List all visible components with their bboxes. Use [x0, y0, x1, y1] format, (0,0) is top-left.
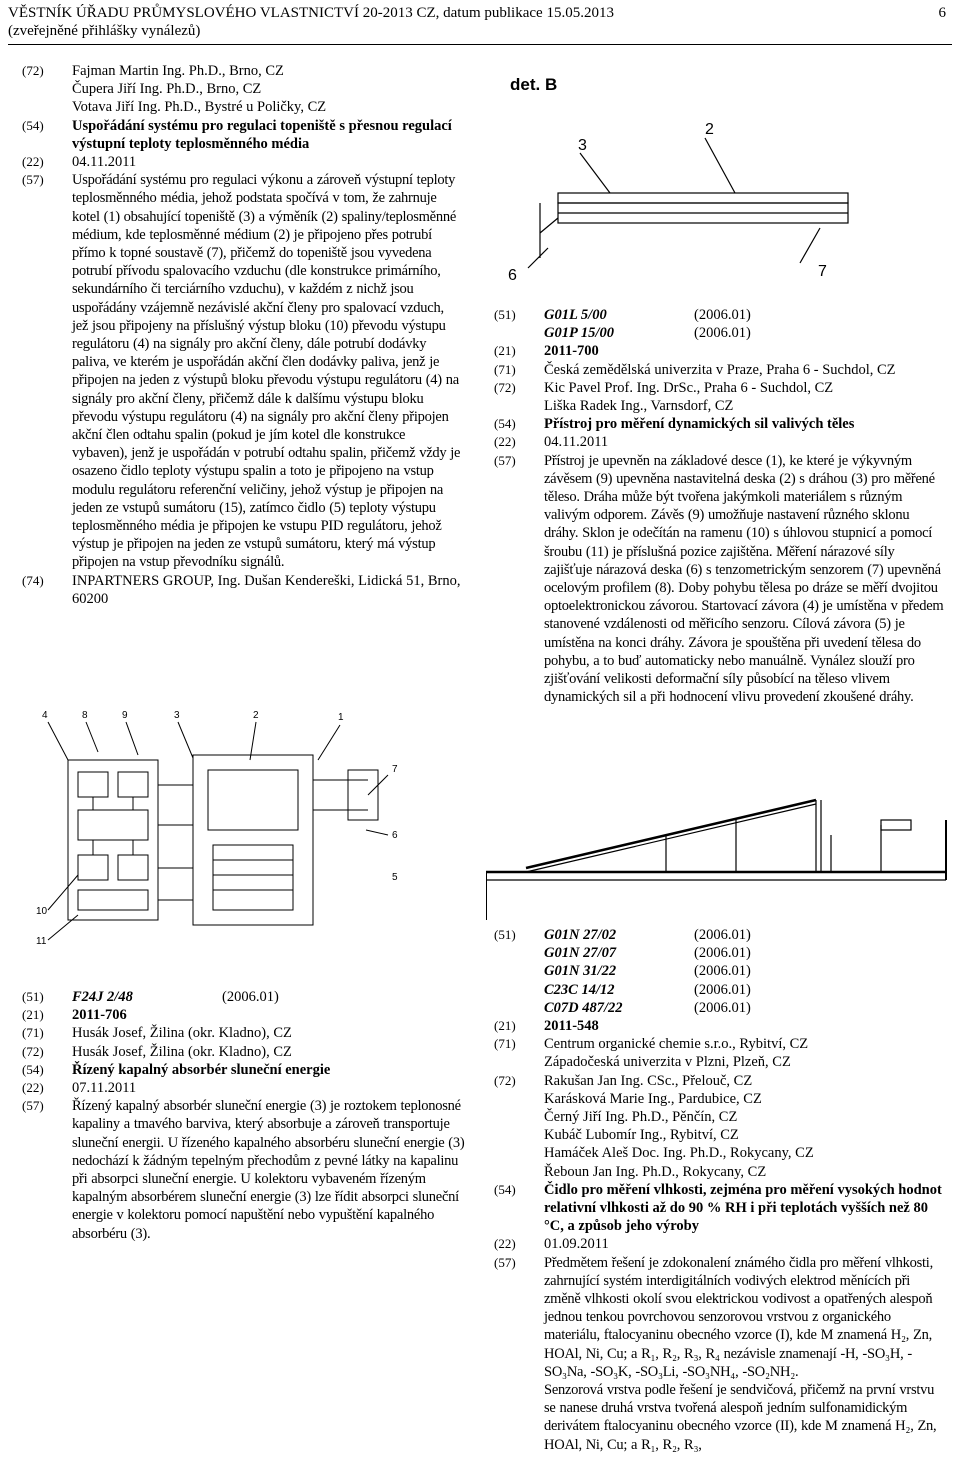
patent-title: Uspořádání systému pro regulaci topeniště s přesnou regulací výstupní teploty teplosměnného média: [72, 117, 452, 152]
track-apparatus-svg: [486, 780, 956, 920]
patent-entry-4: [494, 926, 946, 1454]
abstract-paragraph-2: Senzorová vrstva podle řešení je sendvičová, přičemž na první vrstvu se nanese druhá vrstva tvořená alespoň jedním sulfonamidickým derivátem ftalocyaninu obecného vzorce (II), kde M znamená H₂, Zn, HOAl, Ni, Cu; a R₁, R₂, R₃,: [544, 1382, 937, 1453]
inventor: Karásková Marie Ing., Pardubice, CZ: [544, 1090, 762, 1107]
abstract: Přístroj je upevněn na základové desce (1), ke které je výkyvným závěsem (9) upevněna nastavitelná deska (2) s dráhou (3) pro měřené těleso. Dráha může být tvořena jakýmkoli materiálem s různým valivým odporem. Závěs (9) umožňuje nastavení různého sklonu dráhy. Sklon je odečítán na ramenu (10) s úhlovou stupnicí a pomocí šroubu (11) je příslušná pozice zajištěna. Měření nárazové síly zajišťuje nárazová deska (6) s tenzometrickým senzorem (7) upevněná ocelovým profilem (8). Doby pohybu tělesa po dráze se měří dvojitou optoelektronickou závorou. Startovací závora (4) je umístěna v předem stanovené vzdálenosti od měřicího senzoru. Cílová závora (5) je umístěna na konci dráhy. Závora je spouštěna při uvedení tělesa do pohybu, a to buď automaticky nebo manuálně. Vynález slouží pro zjišťování velikosti deformační síly působící na těleso vlivem dynamických sil a při hodnocení vlivu provedení zkoušené dráhy.: [544, 452, 944, 706]
diagram-label: 2: [253, 710, 259, 721]
journal-subtitle: (zveřejněné přihlášky vynálezů): [8, 23, 201, 39]
filing-date: 04.11.2011: [544, 434, 609, 451]
inventors-row: (72) Fajman Martin Ing. Ph.D., Brno, CZ Čupera Jiří Ing. Ph.D., Brno, CZ Votava Jiří Ing. Ph.D., Bystré u Poličky, CZ: [22, 62, 462, 117]
patent-entry-1: [22, 62, 462, 608]
abstract-row: (57) Řízený kapalný absorbér sluneční energie (3) je roztokem teplonosné kapaliny a tmavého barviva, který absorbuje a zároveň transportuje sluneční energii. U řízeného kapalného absorbéru sluneční energie (3) nedochází k žádným tepelným přechodům z pevné látky na kapalinu při absorpci sluneční energie. U kolektoru vybaveném řízeným kapalným absorbérem sluneční energie (3) lze řídit absorpci sluneční energie v kolektoru pomocí napuštění nebo vypuštění kapalného absorbéru (3).: [22, 1097, 470, 1243]
diagram-label: 1: [338, 712, 344, 723]
class-code: G01L 5/00: [544, 307, 607, 323]
patent-title: Přístroj pro měření dynamických sil valivých těles: [544, 416, 855, 433]
application-number: 2011-548: [544, 1018, 599, 1035]
class-version: (2006.01): [694, 945, 751, 962]
applicant-row: (71) Česká zemědělská univerzita v Praze, Praha 6 - Suchdol, CZ: [494, 361, 946, 379]
filing-date: 01.09.2011: [544, 1236, 609, 1253]
classification-row: (51) G01L 5/00 (2006.01) G01P 15/00 (2006.01): [494, 307, 751, 342]
inventor: Husák Josef, Žilina (okr. Kladno), CZ: [72, 1043, 292, 1060]
class-code: C23C 14/12: [544, 981, 615, 998]
abstract-row: (57) Předmětem řešení je zdokonalení známého čidla pro měření vlhkosti, zahrnující systém interdigitálních vodivých elektrod měnících při změně vlhkosti okolí svou elektrickou vodivost a opatřených alespoň jednou tenkou povrchovou senzorovou vrstvou z organického materiálu, ftalocyaninu obecného vzorce (I), kde M znamená H₂, Zn, HOAl, Ni, Cu; a R₁, R₂, R₃, R₄ nezávisle znamenají -H, -SO₃H, -SO₃Na, -SO₃K, -SO₃Li, -SO₃NH₄, -SO₂NH₂. Senzorová vrstva podle řešení je sendvičová, přičemž na první vrstvu se nanese druhá vrstva tvořená alespoň jedním sulfonamidickým derivátem ftalocyaninu obecného vzorce (II), kde M znamená H₂, Zn, HOAl, Ni, Cu; a R₁, R₂, R₃,: [494, 1254, 946, 1454]
inventor: Rakušan Jan Ing. CSc., Přelouč, CZ: [544, 1072, 753, 1089]
application-number: 2011-700: [544, 343, 599, 360]
inventor: Hamáček Aleš Doc. Ing. Ph.D., Rokycany, CZ: [544, 1145, 814, 1162]
abstract-row: (57) Uspořádání systému pro regulaci výkonu a zároveň výstupní teploty teplosměnného média, jehož podstata spočívá v tom, že zahrnuje kotel (1) obsahující topeniště (3) a výměník (2) spaliny/teplosměnné médium, kde teplosměnné médium (2) je připojeno přes potrubí přímo k topné soustavě (7), přičemž do topeniště jsou vyvedena potrubí přívodu spalovacího vzduchu (dle konstrukce primárního, sekundárního či terciárního vzduchu), v každém z nichž jsou uspořádány vzájemně nezávislé akční členy pro spalovací vzduch, jež jsou připojeny na příslušný výstup bloku (10) převodu výstupu regulátoru (4) na signály pro akční členy, dále potrubí dodávky paliva, ve kterém je uspořádán akční člen dodávky paliva, jenž je připojen na jeden z výstupů bloku převodu výstupu regulátoru (4) na signály pro akční členy, přičemž dále k dalšímu výstupu bloku převodu výstupu regulátoru (4) na signály pro akční členy připojen akční člen odtahu spalin (pokud je jím kotel dle konstrukce vybaven), jenž je uspořádán v potrubí odtahu spalin, přičemž vždy je osazeno čidlo teploty výstupu spalin a toto je připojeno na vstup modulu regulátoru referenční veličiny, jehož výstup je připojen na jeden ze vstupů sumátoru (15), zatímco čidlo (5) teploty výstupu teplosměnného média je připojen ke vstupu PID regulátoru, jehož výstup je připojen na jeden ze vstupů sumátoru, který má výstup připojen na vstup převodníku signálů.: [22, 172, 461, 571]
title-row: (54) Přístroj pro měření dynamických sil valivých těles: [494, 415, 946, 433]
patent-entry-2: [22, 988, 470, 1243]
inventor: Černý Jiří Ing. Ph.D., Pěnčín, CZ: [544, 1109, 738, 1126]
class-version: (2006.01): [694, 999, 751, 1016]
patent-title: Čidlo pro měření vlhkosti, zejména pro měření vysokých hodnot relativní vlhkosti až do 90 % RH i při teplotách vyšších než 80 °C, a způsob jeho výroby: [544, 1181, 942, 1235]
attorney: INPARTNERS GROUP, Ing. Dušan Kendereški, Lidická 51, Brno, 60200: [72, 572, 461, 607]
filing-date: 07.11.2011: [72, 1080, 137, 1097]
diagram-label: 7: [392, 764, 398, 775]
inventor: Kic Pavel Prof. Ing. DrSc., Praha 6 - Suchdol, CZ: [544, 379, 834, 396]
inventor: Liška Radek Ing., Varnsdorf, CZ: [544, 398, 734, 415]
classification-row: (51) G01N 27/02 (2006.01) G01N 27/07 (2006.01) G01N 31/22 (2006.01) C23C 14/12 (2006.01) C07D 487/22 (2006.01): [494, 927, 751, 1016]
figure-track-apparatus: [486, 780, 956, 920]
class-code: G01N 27/07: [544, 945, 617, 962]
inventors-row: (72) Rakušan Jan Ing. CSc., Přelouč, CZ Karásková Marie Ing., Pardubice, CZ Černý Jiří Ing. Ph.D., Pěnčín, CZ Kubáč Lubomír Ing., Rybitví, CZ Hamáček Aleš Doc. Ing. Ph.D., Rokycany, CZ Řeboun Jan Ing. Ph.D., Rokycany, CZ: [494, 1072, 946, 1181]
inventor: Čupera Jiří Ing. Ph.D., Brno, CZ: [72, 81, 262, 98]
abstract: Uspořádání systému pro regulaci výkonu a zároveň výstupní teploty teplosměnného média, jehož podstata spočívá v tom, že zahrnuje kotel (1) obsahující topeniště (3) a výměník (2) spaliny/teplosměnné médium, kde teplosměnné médium (2) je připojeno přes potrubí přímo k topné soustavě (7), přičemž do topeniště jsou vyvedena potrubí přívodu spalovacího vzduchu (dle konstrukce primárního, sekundárního či terciárního vzduchu), v každém z nichž jsou uspořádány vzájemně nezávislé akční členy pro spalovací vzduch, jež jsou připojeny na příslušný výstup bloku (10) převodu výstupu regulátoru (4) na signály pro akční členy, dále potrubí dodávky paliva, ve kterém je uspořádán akční člen dodávky paliva, jenž je připojen na jeden z výstupů bloku převodu výstupu regulátoru (4) na signály pro akční členy, přičemž dále k dalšímu výstupu bloku převodu výstupu regulátoru (4) na signály pro akční členy připojen akční člen odtahu spalin (pokud je jím kotel dle konstrukce vybaven), jenž je uspořádán v potrubí odtahu spalin, přičemž vždy je osazeno čidlo teploty výstupu spalin a toto je připojeno na vstup modulu regulátoru referenční veličiny, jehož výstup je připojen na jeden ze vstupů sumátoru (15), zatímco čidlo (5) teploty výstupu teplosměnného média je připojen ke vstupu PID regulátoru, jehož výstup je připojen na jeden ze vstupů sumátoru, který má výstup připojen na vstup převodníku signálů.: [72, 172, 461, 571]
class-code: G01P 15/00: [544, 325, 614, 342]
diagram-label: 11: [36, 936, 47, 947]
class-version: (2006.01): [694, 981, 751, 998]
applicant: Husák Josef, Žilina (okr. Kladno), CZ: [72, 1025, 292, 1042]
applicants-row: (71) Centrum organické chemie s.r.o., Rybitví, CZ Západočeská univerzita v Plzni, Plzeň, CZ: [494, 1035, 946, 1071]
title-row: (54) Řízený kapalný absorbér sluneční energie: [22, 1061, 470, 1079]
class-version: (2006.01): [694, 307, 751, 323]
classification-row: (51) F24J 2/48 (2006.01): [22, 989, 279, 1005]
class-code: G01N 31/22: [544, 963, 617, 980]
class-code: G01N 27/02: [544, 927, 617, 943]
detail-label: 3: [578, 137, 587, 154]
inventor: Řeboun Jan Ing. Ph.D., Rokycany, CZ: [544, 1163, 767, 1180]
diagram-label: 6: [392, 830, 398, 841]
class-version: (2006.01): [694, 927, 751, 943]
figure-detail-b: [500, 68, 860, 300]
detail-label: 2: [705, 121, 714, 138]
class-code: C07D 487/22: [544, 999, 623, 1016]
date-row: (22) 07.11.2011: [22, 1079, 470, 1097]
number-row: (21) 2011-700: [494, 342, 946, 360]
class-version: (2006.01): [694, 963, 751, 980]
inventor: Fajman Martin Ing. Ph.D., Brno, CZ: [72, 63, 284, 79]
detail-label: 7: [818, 263, 827, 280]
attorney-row: (74) INPARTNERS GROUP, Ing. Dušan Kendereški, Lidická 51, Brno, 60200: [22, 572, 461, 607]
number-row: (21) 2011-548: [494, 1017, 946, 1035]
applicant: Centrum organické chemie s.r.o., Rybitví, CZ: [544, 1036, 809, 1053]
diagram-label: 10: [36, 906, 48, 917]
date-row: (22) 04.11.2011: [22, 153, 462, 171]
system-diagram-svg: [28, 700, 468, 950]
detail-title: det. B: [510, 75, 558, 94]
date-row: (22) 01.09.2011: [494, 1235, 946, 1253]
inventor: Kubáč Lubomír Ing., Rybitví, CZ: [544, 1127, 739, 1144]
journal-title: VĚSTNÍK ÚŘADU PRŮMYSLOVÉHO VLASTNICTVÍ 20-2013 CZ, datum publikace 15.05.2013: [8, 5, 614, 21]
header-divider: [8, 44, 952, 45]
detail-label: 6: [508, 267, 517, 284]
inventor: Votava Jiří Ing. Ph.D., Bystré u Poličky, CZ: [72, 99, 327, 116]
application-number: 2011-706: [72, 1007, 127, 1024]
patent-entry-3: [494, 306, 946, 706]
abstract: Řízený kapalný absorbér sluneční energie (3) je roztokem teplonosné kapaliny a tmavého barviva, který absorbuje a zároveň transportuje sluneční energii. U řízeného kapalného absorbéru sluneční energie (3) nedochází k žádným tepelným přechodům z pevné látky na kapalinu při absorpci sluneční energie. U kolektoru vybaveném řízeným kapalným absorbérem sluneční energie (3) lze řídit absorpci sluneční energie v kolektoru pomocí napuštění nebo vypuštění kapalného absorbéru (3).: [72, 1098, 465, 1242]
filing-date: 04.11.2011: [72, 154, 137, 171]
class-code: F24J 2/48: [72, 989, 133, 1005]
abstract-row: (57) Přístroj je upevněn na základové desce (1), ke které je výkyvným závěsem (9) upevněna nastavitelná deska (2) s dráhou (3) pro měřené těleso. Dráha může být tvořena jakýmkoli materiálem s různým valivým odporem. Závěs (9) umožňuje nastavení různého sklonu dráhy. Sklon je odečítán na ramenu (10) s úhlovou stupnicí a pomocí šroubu (11) je příslušná pozice zajištěna. Měření nárazové síly zajišťuje nárazová deska (6) s tenzometrickým senzorem (7) upevněná ocelovým profilem (8). Doby pohybu tělesa po dráze se měří dvojitou optoelektronickou závorou. Startovací závora (4) je umístěna v předem stanovené vzdálenosti od měřicího senzoru. Cílová závora (5) je umístěna na konci dráhy. Závora je spouštěna při uvedení tělesa do pohybu, a to buď automaticky nebo manuálně. Vynález slouží pro zjišťování velikosti deformační síly působící na těleso vlivem dynamických sil a při hodnocení vlivu provedení zkoušené dráhy.: [494, 452, 946, 707]
applicant: Západočeská univerzita v Plzni, Plzeň, CZ: [544, 1054, 791, 1071]
inventors-row: (72) Husák Josef, Žilina (okr. Kladno), CZ: [22, 1043, 470, 1061]
abstract-paragraph-1: Předmětem řešení je zdokonalení známého čidla pro měření vlhkosti, zahrnující systém interdigitálních vodivých elektrod měnících při změně vlhkosti okolí svou elektrickou vodivost a opatřených alespoň jednou tenkou povrchovou senzorovou vrstvou z organického materiálu, ftalocyaninu obecného vzorce (I), kde M znamená H₂, Zn, HOAl, Ni, Cu; a R₁, R₂, R₃, R₄ nezávisle znamenají -H, -SO₃H, -SO₃Na, -SO₃K, -SO₃Li, -SO₃NH₄, -SO₂NH₂.: [544, 1254, 933, 1380]
title-row: (54) Čidlo pro měření vlhkosti, zejména pro měření vysokých hodnot relativní vlhkosti až do 90 % RH i při teplotách vyšších než 80 °C, a způsob jeho výroby: [494, 1181, 946, 1236]
diagram-label: 5: [392, 872, 398, 883]
inventors-row: (72) Kic Pavel Prof. Ing. DrSc., Praha 6 - Suchdol, CZ Liška Radek Ing., Varnsdorf, CZ: [494, 379, 946, 415]
diagram-label: 3: [174, 710, 180, 721]
diagram-label: 4: [42, 710, 48, 721]
title-row: (54) Uspořádání systému pro regulaci topeniště s přesnou regulací výstupní teploty teplosměnného média: [22, 117, 462, 153]
page-header: [8, 4, 952, 40]
detail-b-svg: [500, 68, 860, 300]
diagram-label: 9: [122, 710, 128, 721]
number-row: (21) 2011-706: [22, 1006, 470, 1024]
applicant: Česká zemědělská univerzita v Praze, Praha 6 - Suchdol, CZ: [544, 361, 896, 378]
page-number: 6: [938, 5, 946, 21]
date-row: (22) 04.11.2011: [494, 433, 946, 451]
figure-system-diagram: [28, 700, 468, 950]
patent-title: Řízený kapalný absorbér sluneční energie: [72, 1061, 331, 1078]
applicant-row: (71) Husák Josef, Žilina (okr. Kladno), CZ: [22, 1024, 470, 1042]
diagram-label: 8: [82, 710, 88, 721]
class-version: (2006.01): [222, 989, 279, 1005]
class-version: (2006.01): [694, 325, 751, 342]
